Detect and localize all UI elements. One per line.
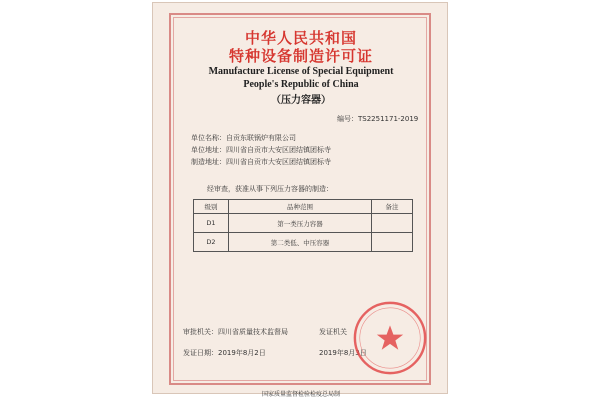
issuing-date: 2019年8月3日 (319, 349, 367, 357)
serial-number: 编号：TS2251171-2019 (337, 115, 419, 123)
row-remarks (372, 233, 413, 252)
unit-address: 单位地址：四川省自贡市大安区团结镇团标寺 (191, 146, 331, 154)
scope-table (193, 199, 413, 252)
header-level: 级别 (194, 200, 229, 214)
manufacturing-address: 制造地址：四川省自贡市大安区团结镇团标寺 (191, 158, 331, 166)
table-row (194, 233, 413, 252)
title-chinese-line-1: 中华人民共和国 (244, 29, 357, 47)
row-scope: 第一类压力容器 (229, 214, 372, 233)
approval-statement: 经审查，获准从事下列压力容器的制造： (207, 185, 333, 193)
issuing-authority: 发证机关 (319, 328, 347, 336)
header-remarks: 备注 (372, 200, 413, 214)
license-category: （压力容器） (271, 95, 331, 106)
official-seal-icon (351, 299, 429, 377)
title-chinese-line-2: 特种设备制造许可证 (228, 47, 373, 65)
table-row (194, 214, 413, 233)
row-level: D1 (194, 214, 229, 233)
approval-authority: 审批机关：四川省质量技术监督局 (183, 328, 288, 336)
row-scope: 第二类低、中压容器 (229, 233, 372, 252)
issuer-footer: 国家质量监督检验检疫总局制 (261, 391, 340, 398)
table-header-row (194, 200, 413, 214)
unit-name: 单位名称：自贡东联锅炉有限公司 (191, 134, 296, 142)
header-scope: 品种范围 (229, 200, 372, 214)
row-remarks (372, 214, 413, 233)
license-certificate (152, 2, 448, 398)
title-english-line-1: Manufacture License of Special Equipment (208, 66, 394, 77)
approval-date: 发证日期：2019年8月2日 (183, 349, 266, 357)
row-level: D2 (194, 233, 229, 252)
title-english-line-2: People's Republic of China (243, 79, 359, 90)
